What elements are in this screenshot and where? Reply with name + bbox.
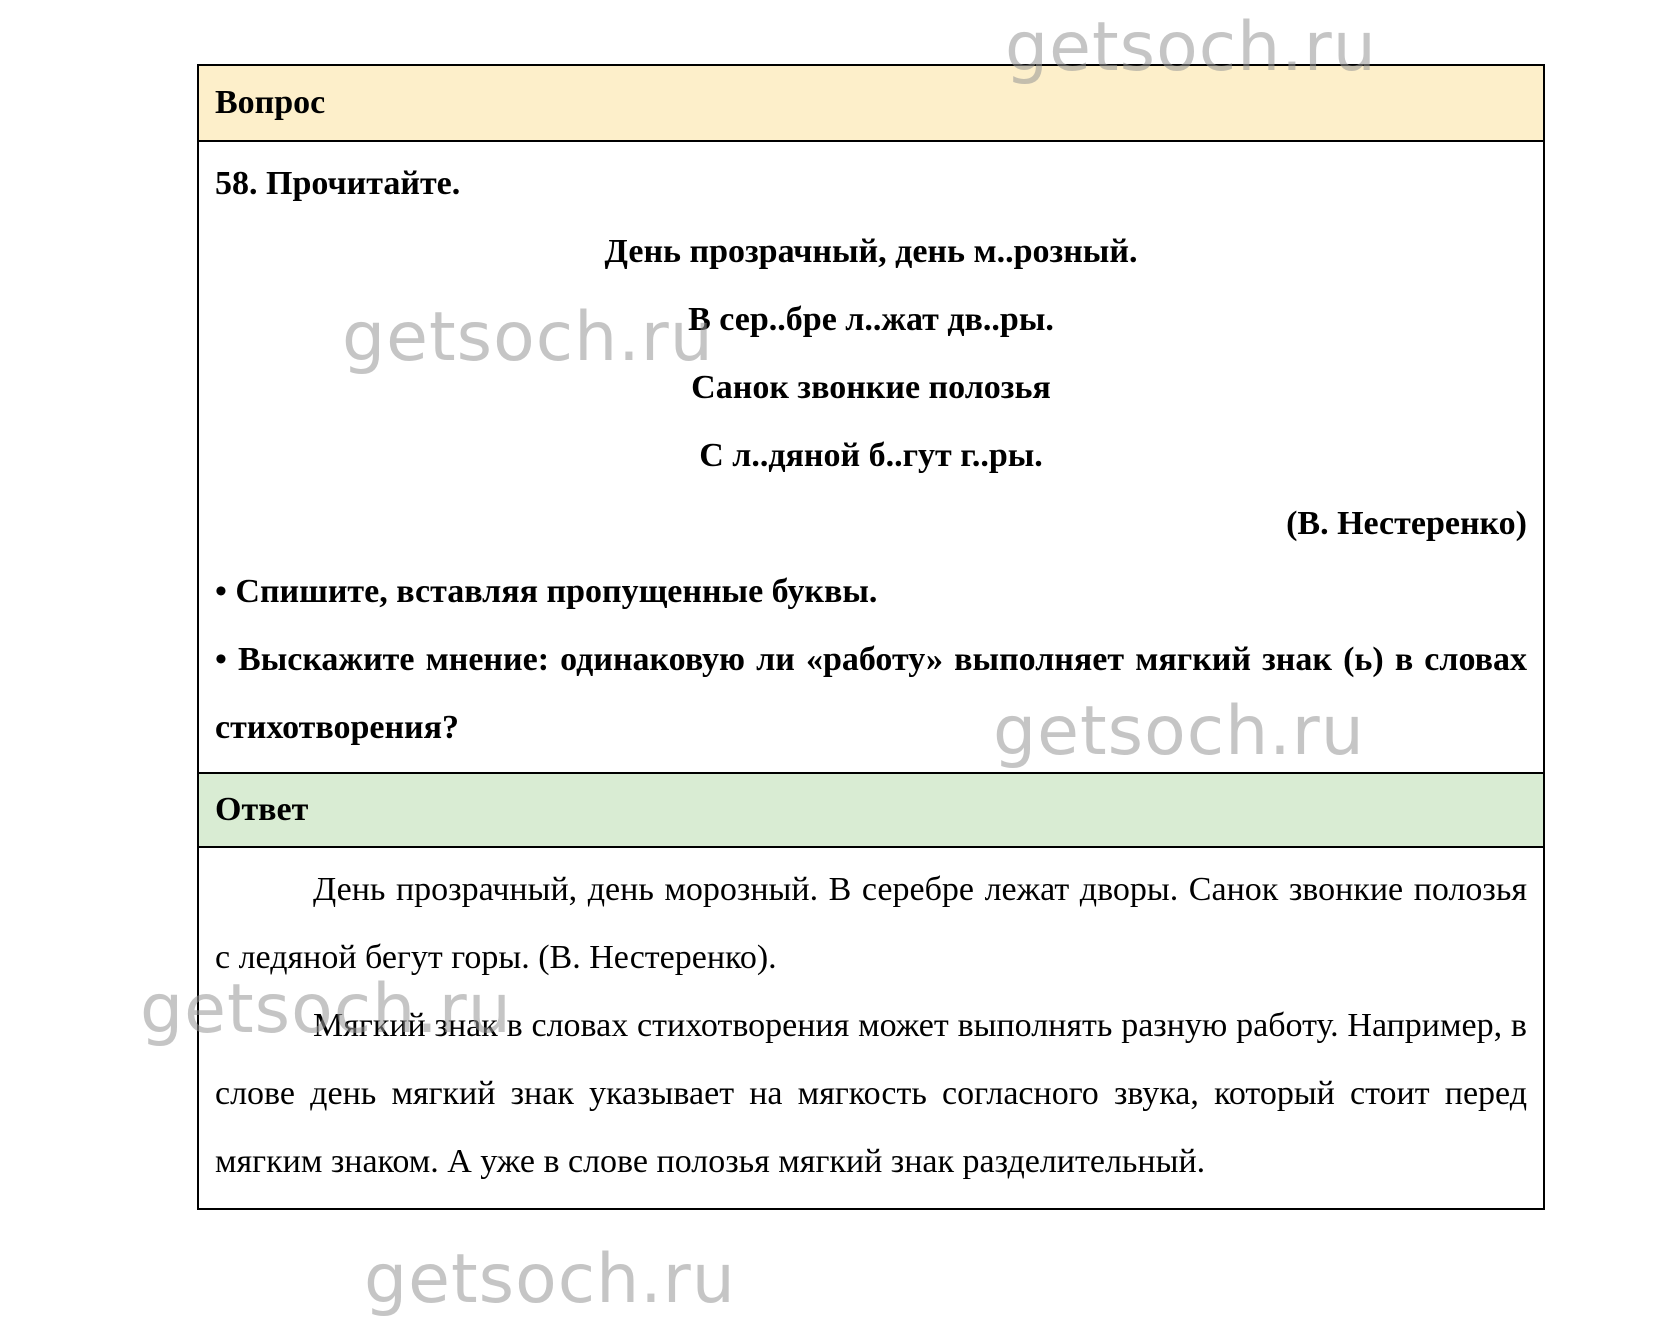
watermark: getsoch.ru (993, 692, 1365, 771)
poem-line: В сер..бре л..жат дв..ры. (688, 301, 1054, 338)
answer-body (199, 848, 1543, 1208)
task-title: 58. Прочитайте. (215, 165, 461, 202)
watermark: getsoch.ru (364, 1240, 736, 1319)
watermark: getsoch.ru (1005, 8, 1377, 87)
answer-paragraph: День прозрачный, день морозный. В серебре лежат дворы. Санок звонкие полозья с ледяной бегут горы. (В. Нестеренко). (215, 871, 1527, 976)
watermark: getsoch.ru (342, 298, 714, 377)
question-body (199, 142, 1543, 772)
poem-line: День прозрачный, день м..розный. (604, 233, 1138, 270)
poem-line: Санок звонкие полозья (691, 369, 1051, 406)
poem-author: (В. Нестеренко) (1286, 505, 1527, 542)
qa-card (197, 64, 1545, 1210)
answer-header-label: Ответ (215, 791, 309, 828)
task-bullet: • Спишите, вставляя пропущенные буквы. (215, 573, 878, 610)
task-bullet: • Выскажите мнение: одинаковую ли «работу» выполняет мягкий знак (ь) в словах стихотворения? (215, 641, 1527, 746)
poem-line: С л..дяной б..гут г..ры. (699, 437, 1043, 474)
answer-paragraph: Мягкий знак в словах стихотворения может выполнять разную работу. Например, в слове день мягкий знак указывает на мягкость согласного звука, который стоит перед мягким знаком. А уже в слове полозья мягкий знак разделительный. (215, 1007, 1527, 1180)
question-header-label: Вопрос (215, 84, 326, 121)
answer-header (199, 772, 1543, 848)
watermark: getsoch.ru (140, 970, 512, 1049)
question-header (199, 66, 1543, 142)
